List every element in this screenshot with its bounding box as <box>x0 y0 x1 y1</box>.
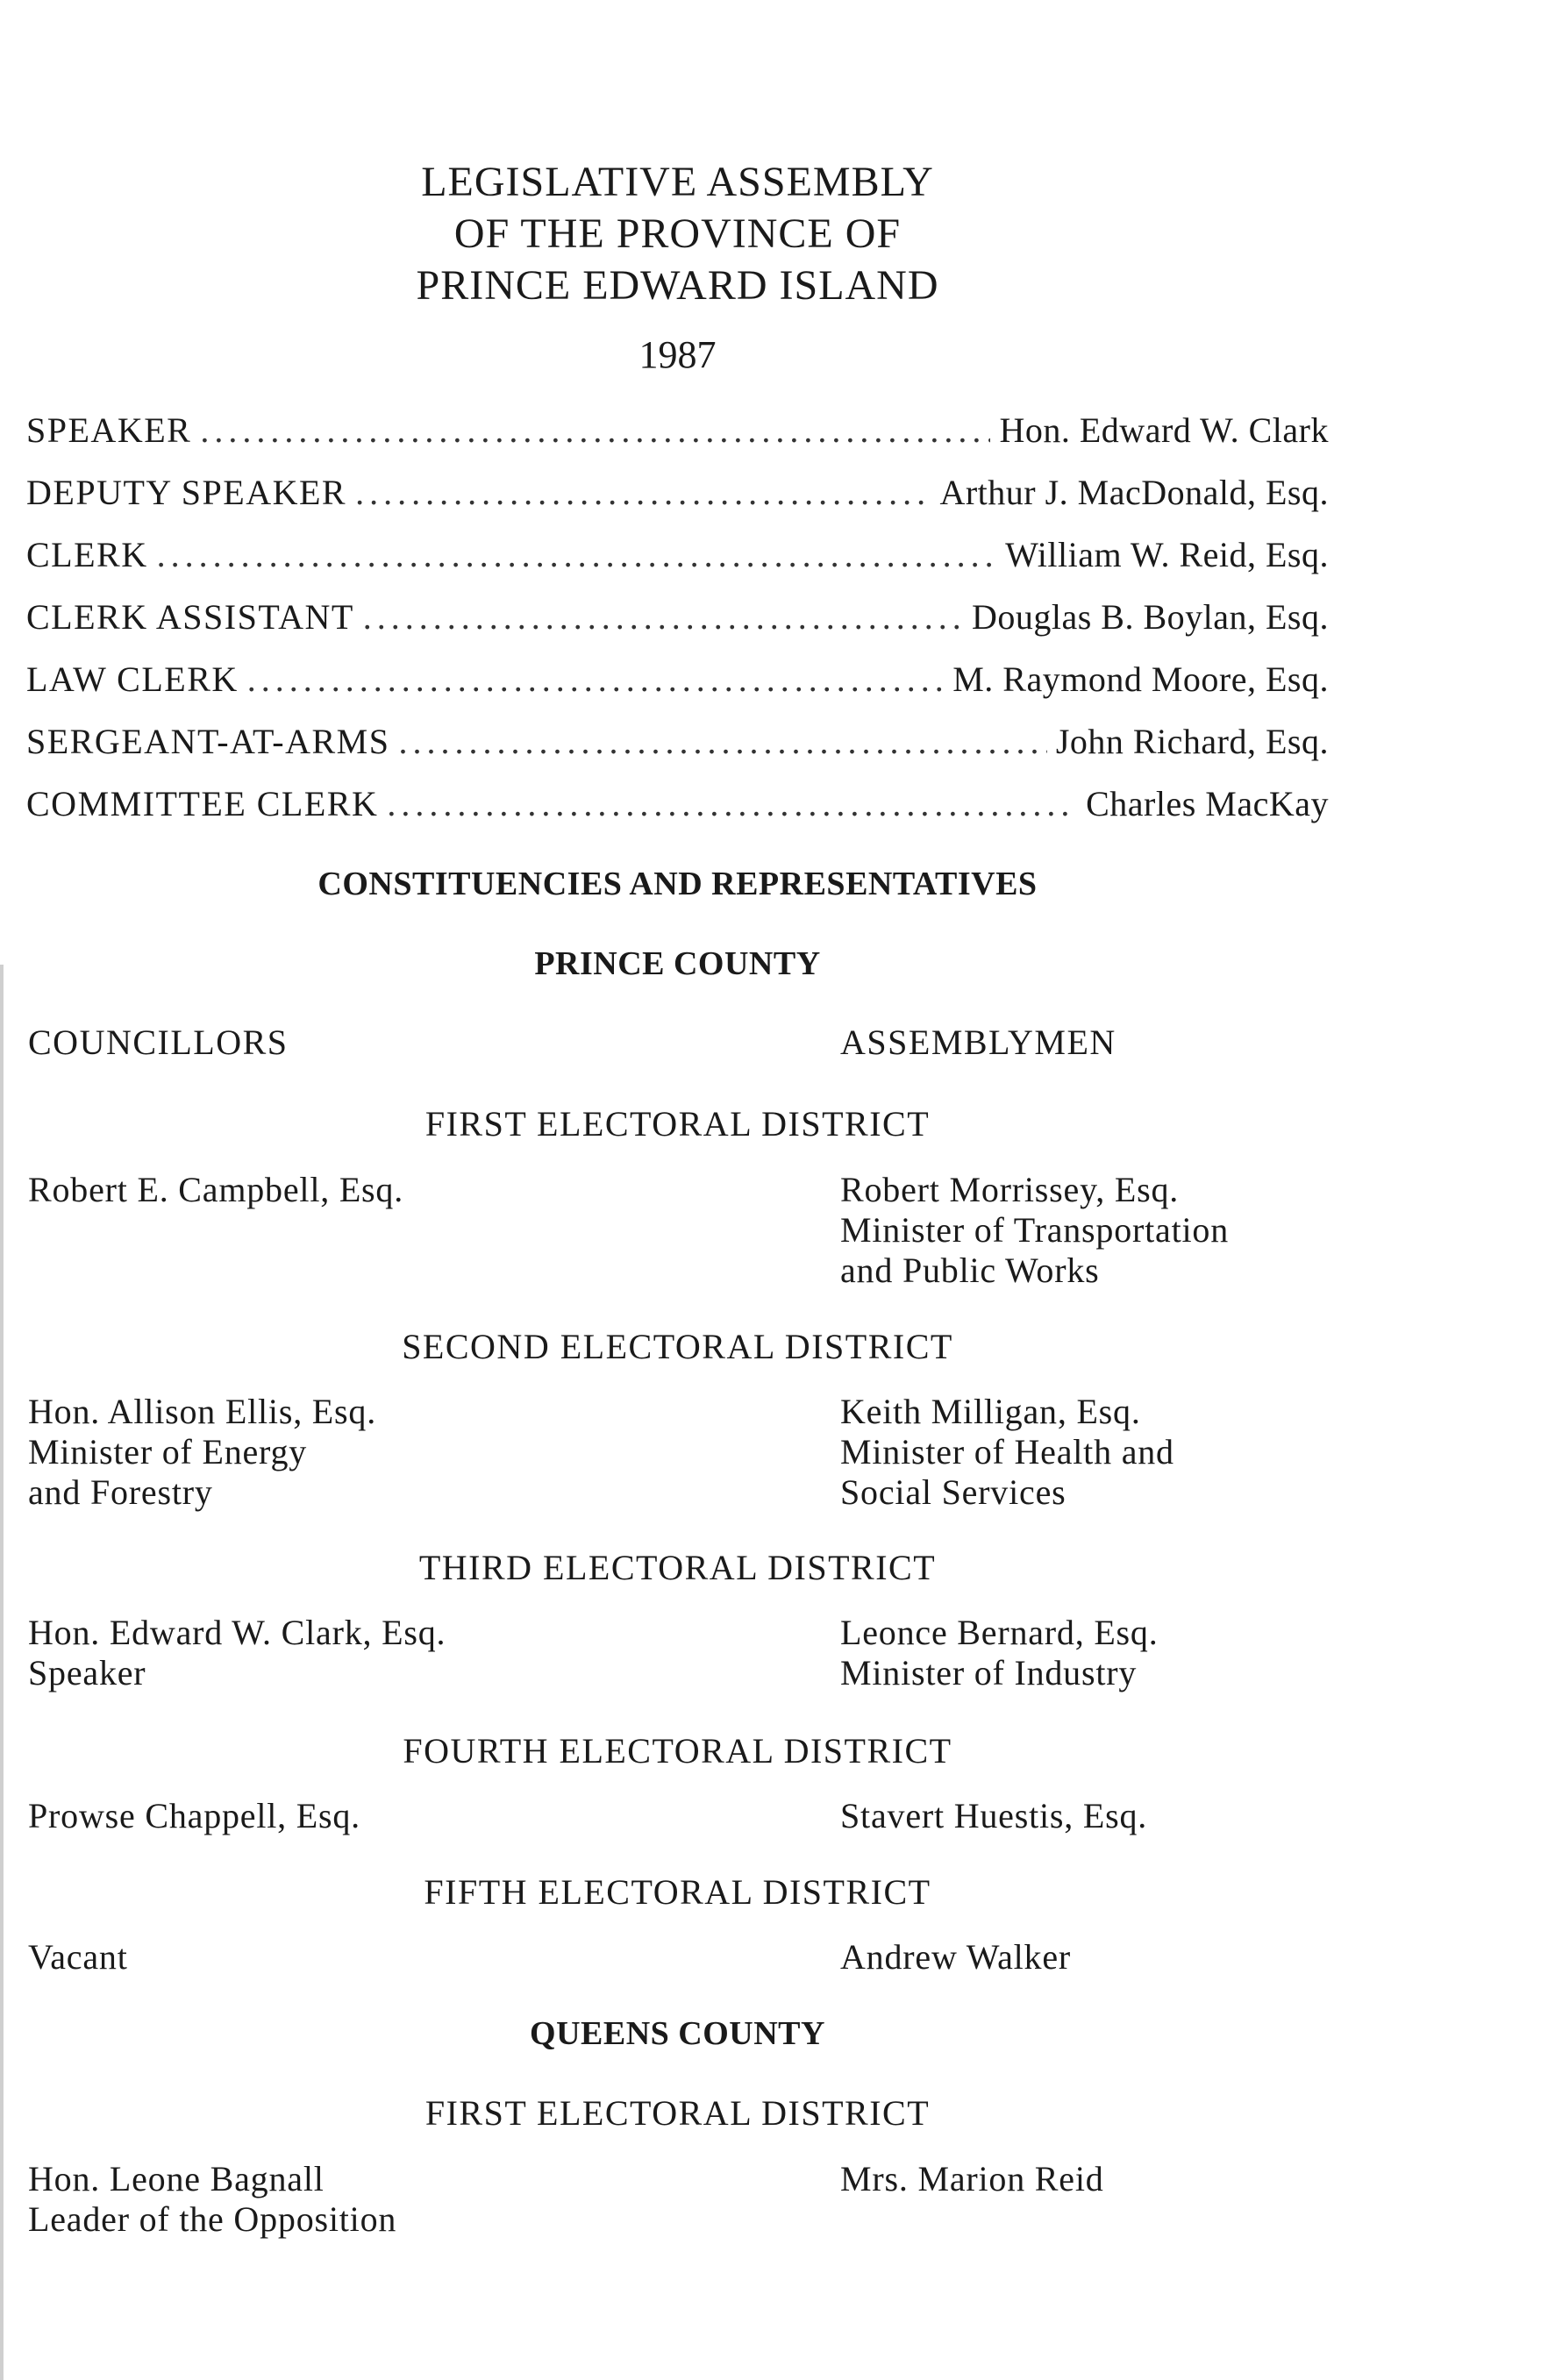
officer-row <box>26 410 1329 472</box>
councillor-name: Robert E. Campbell, Esq. <box>28 1170 404 1209</box>
dot-leader <box>363 596 963 638</box>
section-heading: CONSTITUENCIES AND REPRESENTATIVES <box>317 866 1038 902</box>
district-heading: SECOND ELECTORAL DISTRICT <box>402 1327 953 1366</box>
councillor-entry <box>28 1170 403 1210</box>
assemblyman-entry <box>840 1392 1174 1513</box>
officer-row <box>26 659 1329 721</box>
district-heading: FIFTH ELECTORAL DISTRICT <box>424 1872 931 1912</box>
dot-leader <box>200 410 990 451</box>
officer-role: COMMITTEE CLERK <box>26 784 379 823</box>
assemblymen-column-label: ASSEMBLYMEN <box>840 1023 1116 1062</box>
assemblyman-name: Robert Morrissey, Esq. <box>840 1170 1180 1209</box>
title-year: 1987 <box>638 333 717 376</box>
councillor-title: Minister of Energy <box>28 1432 308 1471</box>
assemblyman-title: Minister of Transportation <box>840 1210 1230 1250</box>
officer-row <box>26 472 1329 534</box>
officer-holder: John Richard, Esq. <box>1055 722 1329 761</box>
officer-holder: Charles MacKay <box>1086 784 1329 823</box>
assemblyman-entry <box>840 1613 1159 1693</box>
councillor-name: Hon. Leone Bagnall <box>28 2159 325 2198</box>
dot-leader <box>355 472 931 513</box>
officers-list <box>26 410 1329 845</box>
title-line-1: LEGISLATIVE ASSEMBLY <box>421 159 934 205</box>
title-line-2: OF THE PROVINCE OF <box>453 210 902 257</box>
officer-role: DEPUTY SPEAKER <box>26 473 347 512</box>
councillor-name: Prowse Chappell, Esq. <box>28 1796 360 1835</box>
dot-leader <box>398 721 1046 762</box>
assemblyman-title: and Public Works <box>840 1251 1100 1290</box>
officer-holder: Douglas B. Boylan, Esq. <box>971 597 1329 637</box>
district-heading: FIRST ELECTORAL DISTRICT <box>424 2093 931 2133</box>
officer-holder: M. Raymond Moore, Esq. <box>952 659 1329 699</box>
officer-row <box>26 534 1329 596</box>
councillor-entry <box>28 1796 360 1836</box>
district-heading: FIRST ELECTORAL DISTRICT <box>424 1104 931 1144</box>
dot-leader <box>157 534 996 575</box>
officer-row <box>26 721 1329 783</box>
assemblyman-name: Mrs. Marion Reid <box>840 2159 1104 2198</box>
dot-leader <box>387 783 1077 824</box>
prince-county-heading: PRINCE COUNTY <box>534 945 821 982</box>
assemblyman-title: Minister of Health and <box>840 1432 1174 1471</box>
assemblyman-entry <box>840 1796 1147 1836</box>
officer-row <box>26 783 1329 845</box>
councillor-name: Hon. Edward W. Clark, Esq. <box>28 1613 446 1652</box>
councillor-title: Leader of the Opposition <box>28 2199 397 2239</box>
councillor-name: Vacant <box>28 1937 128 1977</box>
assemblyman-name: Keith Milligan, Esq. <box>840 1392 1141 1431</box>
officer-holder: William W. Reid, Esq. <box>1005 535 1329 574</box>
councillor-title: and Forestry <box>28 1472 213 1512</box>
assemblyman-title: Social Services <box>840 1472 1066 1512</box>
councillor-name: Hon. Allison Ellis, Esq. <box>28 1392 377 1431</box>
councillor-title: Speaker <box>28 1653 146 1692</box>
page-edge-shadow <box>0 965 4 2380</box>
queens-county-heading: QUEENS COUNTY <box>530 2015 825 2052</box>
district-heading: THIRD ELECTORAL DISTRICT <box>418 1548 937 1587</box>
officer-role: CLERK ASSISTANT <box>26 597 354 637</box>
officer-holder: Arthur J. MacDonald, Esq. <box>939 473 1329 512</box>
councillor-entry <box>28 1392 376 1513</box>
councillor-entry <box>28 2159 396 2240</box>
councillors-column-label: COUNCILLORS <box>28 1023 289 1062</box>
officer-role: CLERK <box>26 535 148 574</box>
officer-row <box>26 596 1329 659</box>
assemblyman-entry <box>840 1937 1071 1977</box>
councillor-entry <box>28 1613 446 1693</box>
title-line-3: PRINCE EDWARD ISLAND <box>416 262 939 309</box>
officer-role: LAW CLERK <box>26 659 239 699</box>
assemblyman-entry <box>840 2159 1104 2199</box>
officer-role: SPEAKER <box>26 410 192 450</box>
assemblyman-entry <box>840 1170 1229 1291</box>
district-heading: FOURTH ELECTORAL DISTRICT <box>403 1731 952 1771</box>
officer-holder: Hon. Edward W. Clark <box>999 410 1329 450</box>
document-title <box>0 156 1355 380</box>
councillor-entry <box>28 1937 128 1977</box>
officer-role: SERGEANT-AT-ARMS <box>26 722 390 761</box>
assemblyman-name: Stavert Huestis, Esq. <box>840 1796 1148 1835</box>
assemblyman-name: Leonce Bernard, Esq. <box>840 1613 1159 1652</box>
dot-leader <box>247 659 944 700</box>
assemblyman-title: Minister of Industry <box>840 1653 1138 1692</box>
assemblyman-name: Andrew Walker <box>840 1937 1072 1977</box>
